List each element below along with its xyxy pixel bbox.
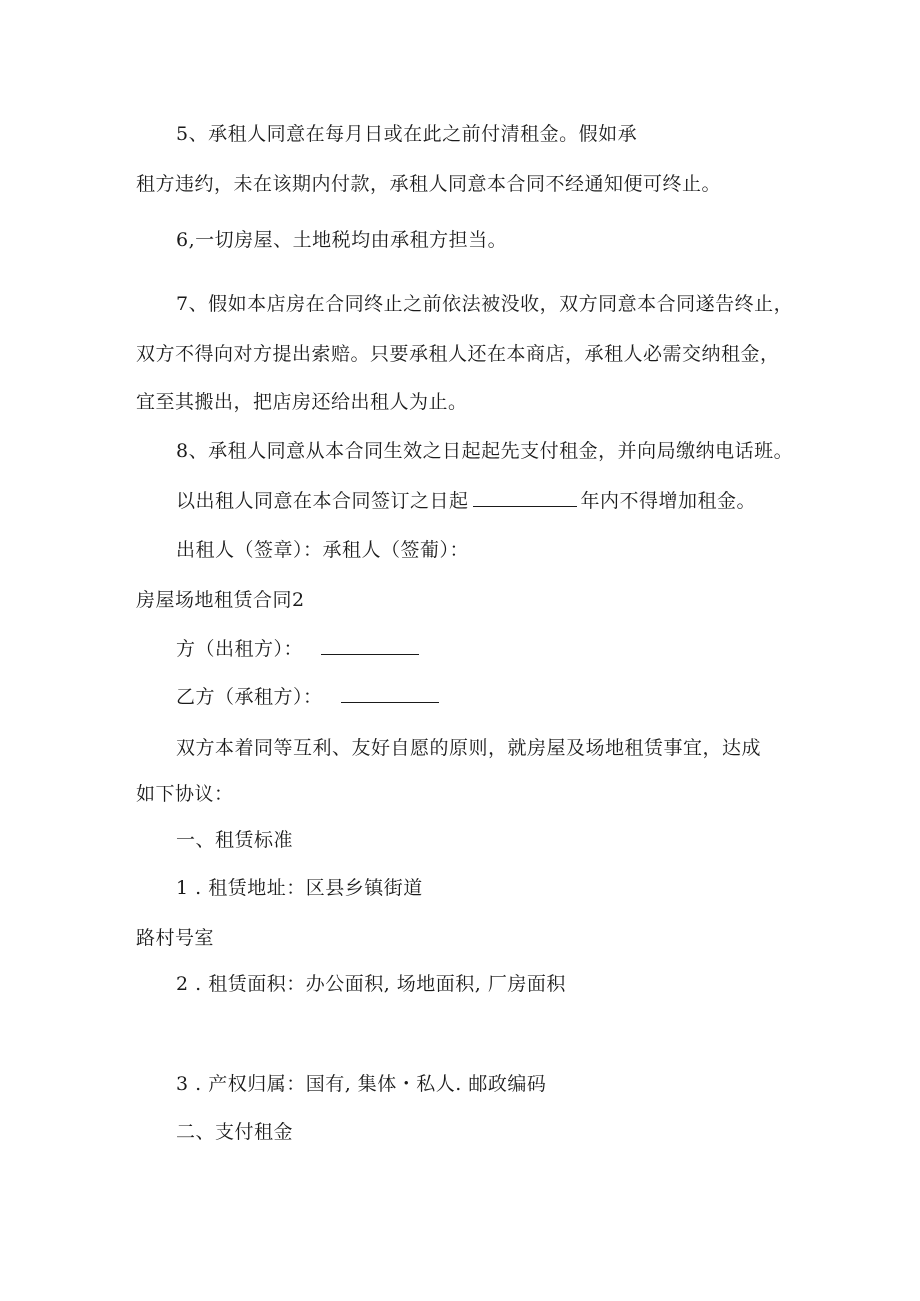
clause-8: 8、承租人同意从本合同生效之日起起先支付租金，并向局缴纳电话班。 <box>176 440 794 462</box>
rent-increase-text-before: 以出租人同意在本合同签订之日起 <box>176 490 469 512</box>
item-3: 3 . 产权归属：国有, 集体・私人. 邮政编码 <box>176 1073 547 1095</box>
party-a-line <box>176 636 423 661</box>
clause-6: 6,一切房屋、土地税均由承租方担当。 <box>176 229 508 251</box>
clause-7-line-2: 双方不得向对方提出索赔。只要承租人还在本商店，承租人必需交纳租金， <box>136 343 780 365</box>
clause-5-line-2: 租方违约，未在该期内付款，承租人同意本合同不经通知便可终止。 <box>136 173 722 195</box>
section-1-heading: 一、租赁标准 <box>176 829 294 851</box>
years-blank <box>473 488 577 507</box>
item-2: 2 . 租赁面积：办公面积, 场地面积, 厂房面积 <box>176 973 566 995</box>
contract-2-title: 房屋场地租赁合同2 <box>136 589 305 611</box>
party-b-blank <box>341 684 439 703</box>
agreement-intro-line-2: 如下协议： <box>136 783 234 805</box>
item-1-line-1: 1 . 租赁地址：区县乡镇街道 <box>176 877 423 899</box>
item-1-line-2: 路村号室 <box>136 927 215 949</box>
party-a-blank <box>321 636 419 655</box>
party-a-label: 方（出租方）： <box>176 638 304 660</box>
signature-line: 出租人（签章）：承租人（签葡）： <box>176 539 470 561</box>
clause-7-line-3: 宜至其搬出，把店房还给出租人为止。 <box>136 391 468 413</box>
clause-5-line-1: 5、承租人同意在每月日或在此之前付清租金。假如承 <box>176 123 638 145</box>
party-b-label: 乙方（承租方）： <box>176 686 323 708</box>
rent-increase-text-after: 年内不得增加租金。 <box>580 490 757 512</box>
rent-increase-clause <box>176 488 756 513</box>
party-b-line <box>176 684 443 709</box>
clause-7-line-1: 7、假如本店房在合同终止之前依法被没收，双方同意本合同遂告终止， <box>176 293 794 315</box>
agreement-intro-line-1: 双方本着同等互利、友好自愿的原则，就房屋及场地租赁事宜，达成 <box>176 737 762 759</box>
section-2-heading: 二、支付租金 <box>176 1121 294 1143</box>
